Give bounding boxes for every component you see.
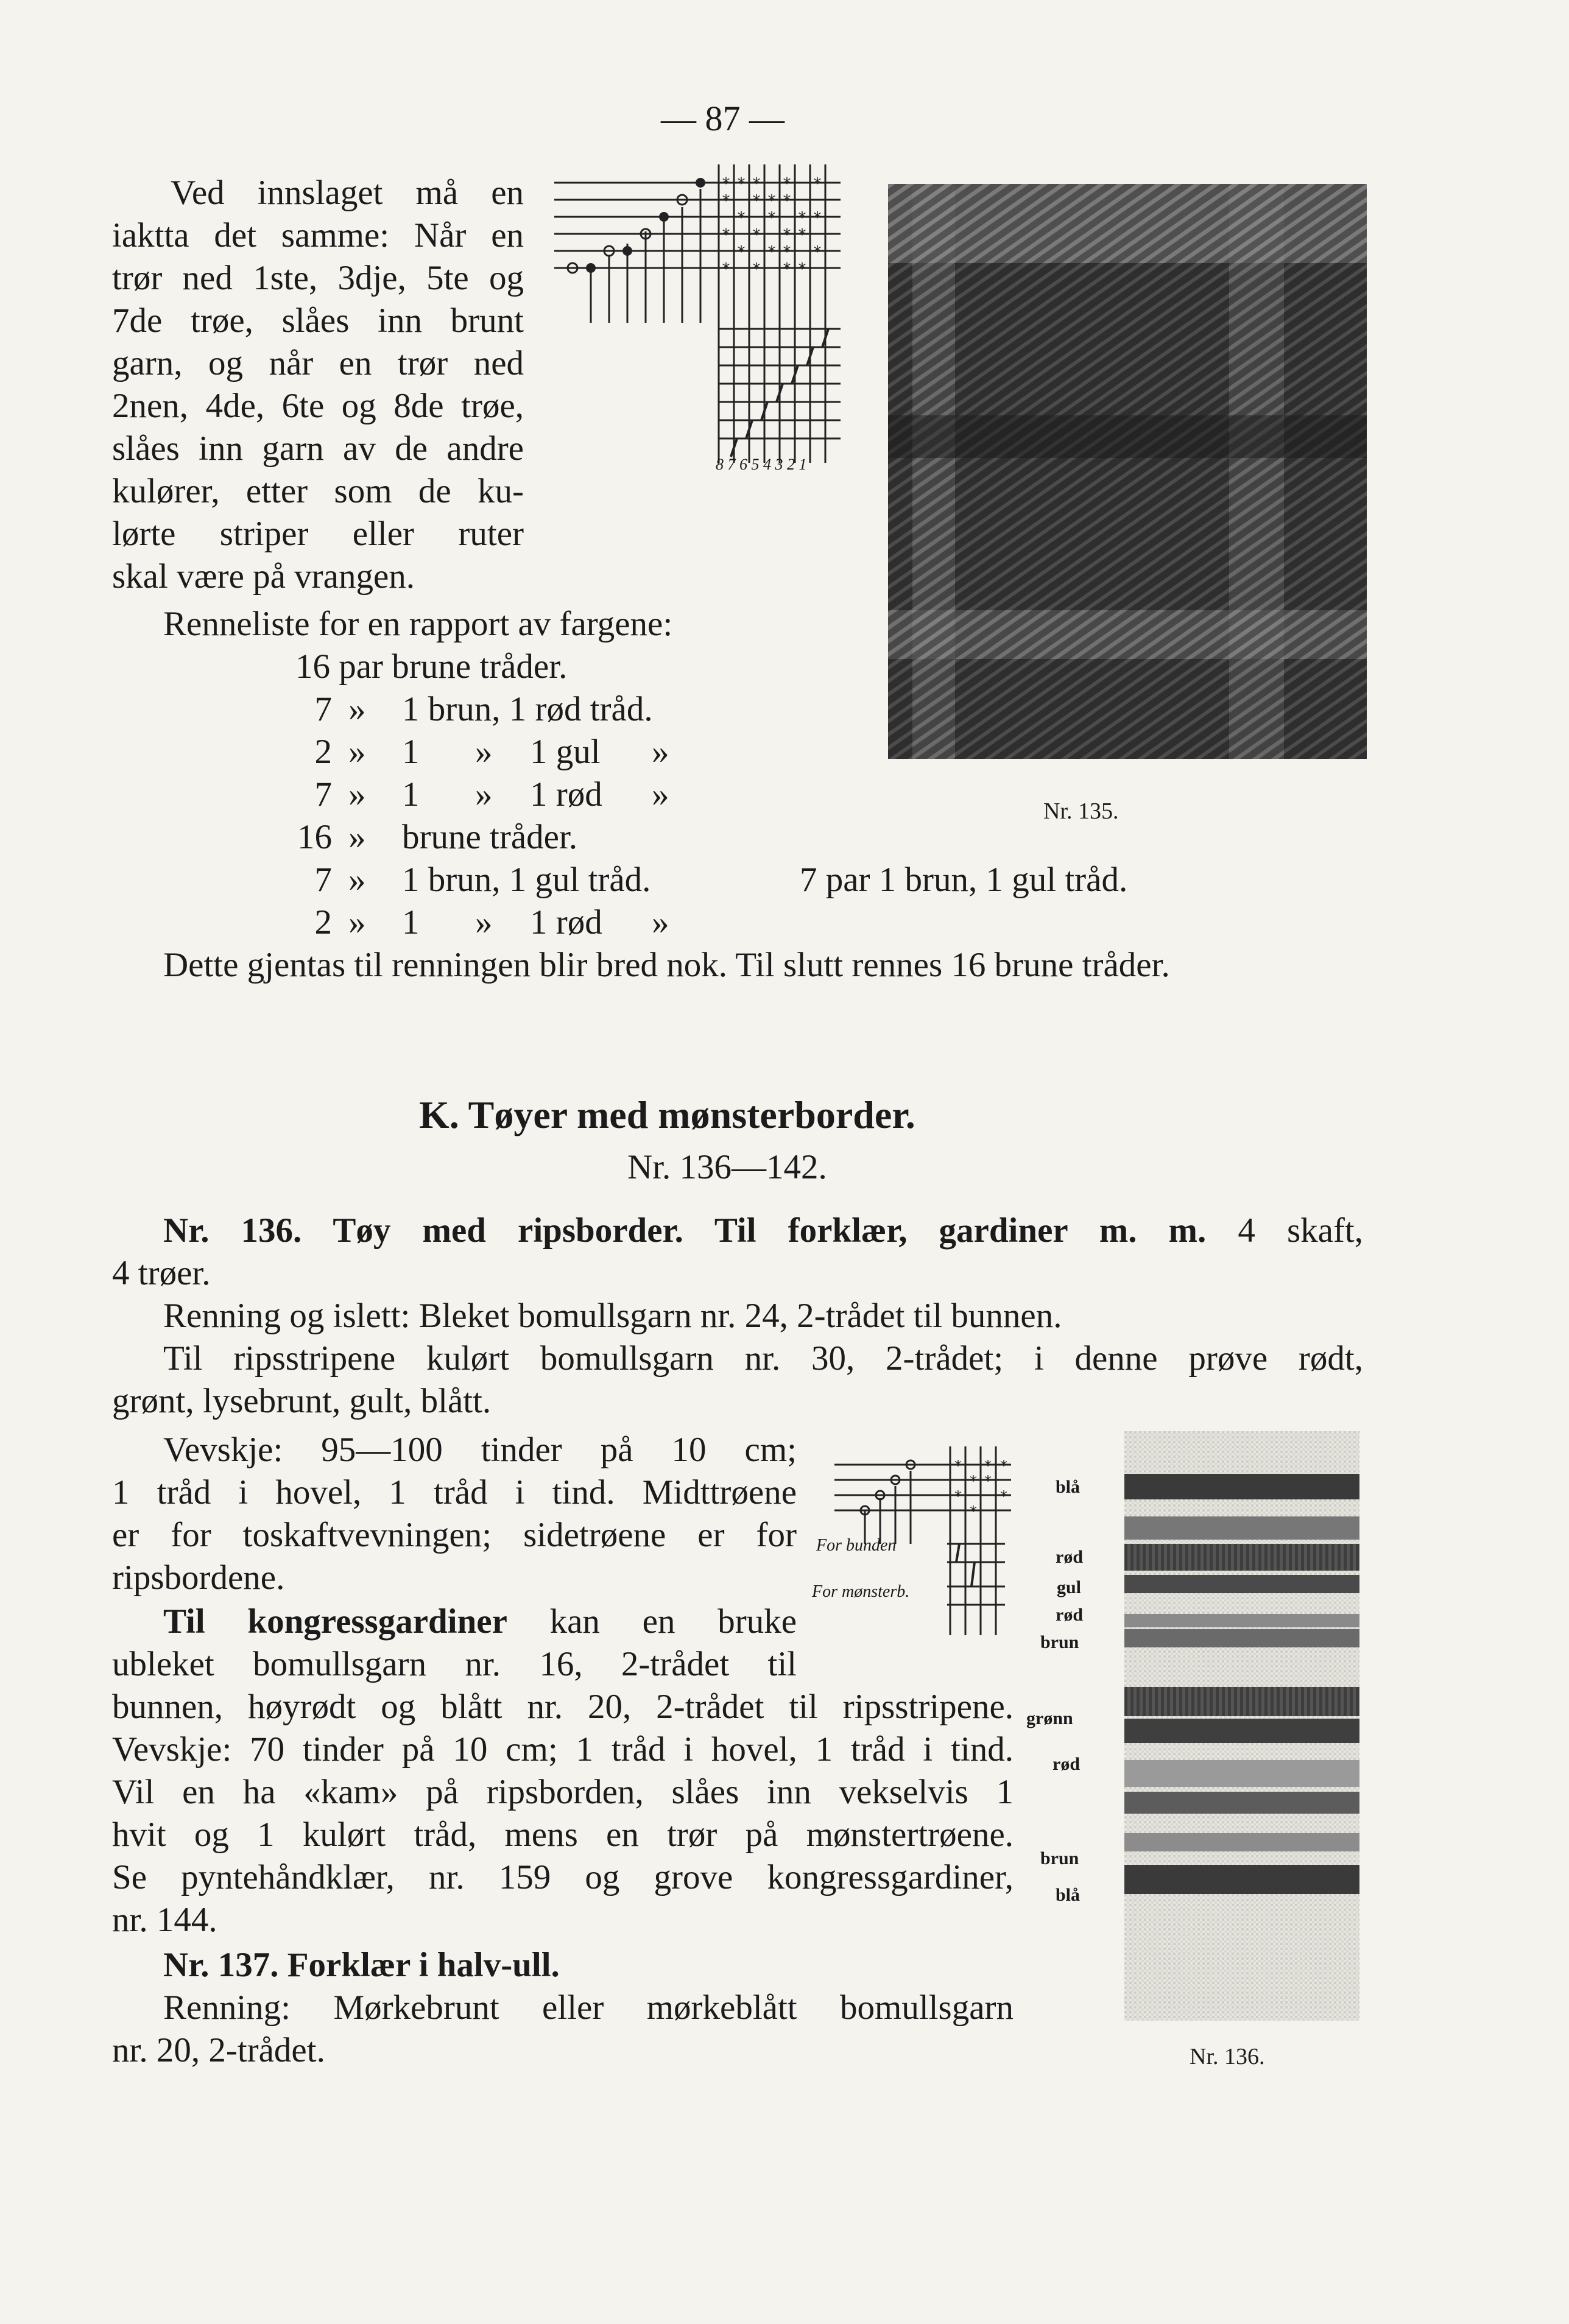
renneliste-cell-one: 1 [402,733,420,771]
renneliste-cell-rest: 1 rød [530,775,602,814]
draft-treadle-numbers: 8 7 6 5 4 3 2 1 [716,456,807,473]
text-line: Vevskje: 95—100 tinder på 10 cm; [163,1431,797,1469]
text-line: 7de trøe, slåes inn brunt [112,301,524,340]
svg-text:*: * [722,192,730,210]
renneliste-cell-end: » [652,775,669,814]
svg-text:*: * [737,243,746,261]
text-line: grønt, lysebrunt, gult, blått. [112,1382,492,1420]
svg-text:*: * [984,1457,992,1474]
text-line: lørte striper eller ruter [112,515,524,553]
page-number: — 87 — [661,99,784,138]
text-line: 4 trøer. [112,1254,211,1292]
svg-text:*: * [984,1473,992,1490]
text-line: slåes inn garn av de andre [112,429,524,468]
svg-text:*: * [783,175,791,193]
renneliste-side-note: 7 par 1 brun, 1 gul tråd. [800,861,1128,899]
kongress-first-rest: kan en bruke [549,1602,797,1641]
svg-text:*: * [752,260,761,278]
text-line: Renning og islett: Bleket bomullsgarn nr. 24, 2-trådet til bunnen. [163,1297,1062,1335]
figure-caption-135: Nr. 135. [1043,798,1119,824]
renneliste-cell-one: brune tråder. [402,818,578,856]
text-line: 2nen, 4de, 6te og 8de trøe, [112,387,524,425]
renneliste-cell-count: 7 [314,861,332,899]
text-line: skal være på vrangen. [112,557,415,596]
renneliste-cell-end: » [652,733,669,771]
svg-text:*: * [970,1473,977,1490]
fabric-photo-135 [888,184,1367,759]
draft-diagram-135 [536,152,853,493]
stripe-label: brun [1040,1632,1079,1652]
renneliste-cell-mark: » [348,818,366,856]
svg-text:*: * [752,192,761,210]
renneliste-cell-mark2: » [475,903,493,942]
svg-text:*: * [813,243,822,261]
text-line: Renning: Mørkebrunt eller mørkeblått bomullsgarn [163,1988,1014,2027]
fabric-photo-136 [1124,1431,1359,2021]
draft-label-monsterb: For mønsterb. [812,1582,910,1601]
stripe-label: rød [1056,1547,1083,1567]
svg-text:*: * [798,260,806,278]
svg-text:*: * [783,226,791,244]
renneliste-cell-count: 7 [314,775,332,814]
text-line: Vil en ha «kam» på ripsborden, slåes inn vekselvis 1 [112,1773,1014,1811]
svg-text:*: * [737,209,746,227]
svg-text:*: * [737,175,746,193]
stripe-label: brun [1040,1848,1079,1868]
text-line: 1 tråd i hovel, 1 tråd i tind. Midttrøene [112,1473,797,1512]
svg-text:*: * [970,1503,977,1520]
svg-text:*: * [783,243,791,261]
svg-text:*: * [722,175,730,193]
text-line: er for toskaftvevningen; sidetrøene er for [112,1516,797,1554]
stripe-label: rød [1056,1605,1083,1625]
section-subtitle: Nr. 136—142. [627,1148,827,1186]
text-line: ubleket bomullsgarn nr. 16, 2-trådet til [112,1645,797,1683]
svg-text:*: * [783,192,791,210]
svg-text:*: * [1000,1457,1007,1474]
renneliste-cell-count: 16 [297,818,332,856]
text-line: Til ripsstripene kulørt bomullsgarn nr. 30, 2-trådet; i denne prøve rødt, [163,1339,1363,1378]
svg-text:*: * [813,209,822,227]
renneliste-cell-mark: » [348,903,366,942]
renneliste-cell-one: 1 brun, 1 gul tråd. [402,861,651,899]
figure-caption-136: Nr. 136. [1190,2044,1265,2069]
text-line: iaktta det samme: Når en [112,216,524,255]
nr136-heading-line [163,1210,1363,1252]
svg-text:*: * [767,243,776,261]
svg-text:*: * [954,1457,962,1474]
svg-text:*: * [722,260,730,278]
text-line: nr. 20, 2-trådet. [112,2031,325,2069]
draft-label-bunden: For bunden [816,1536,897,1555]
renneliste-cell-count: 2 [314,903,332,942]
stripe-label: blå [1056,1477,1081,1497]
text-line: hvit og 1 kulørt tråd, mens en trør på mønstertrøene. [112,1815,1014,1854]
renneliste-cell-end: » [652,903,669,942]
text-line: bunnen, høyrødt og blått nr. 20, 2-trådet til ripsstripene. [112,1688,1014,1726]
renneliste-cell-rest: 1 gul [530,733,601,771]
renneliste-cell-count: 7 [314,690,332,728]
stripe-label: blå [1056,1885,1081,1905]
nr136-heading-tail: 4 skaft, [1238,1211,1363,1250]
renneliste-cell-mark: » [348,733,366,771]
text-line: Ved innslaget må en [171,174,524,212]
svg-text:*: * [767,209,776,227]
renneliste-cell-one: 1 [402,775,420,814]
svg-text:*: * [722,226,730,244]
svg-text:*: * [752,226,761,244]
nr137-heading: Nr. 137. Forklær i halv-ull. [163,1946,560,1984]
renneliste-cell-one: 1 [402,903,420,942]
stripe-label: rød [1052,1754,1080,1774]
text-line: Se pyntehåndklær, nr. 159 og grove kongressgardiner, [112,1858,1014,1896]
text-line: garn, og når en trør ned [112,344,524,382]
svg-text:*: * [813,175,822,193]
svg-text:*: * [752,175,761,193]
text-line: kulører, etter som de ku- [112,472,524,510]
repeat-line: Dette gjentas til renningen blir bred nok. Til slutt rennes 16 brune tråder. [163,946,1170,984]
svg-text:*: * [954,1488,962,1505]
renneliste-cell-mark: » [348,690,366,728]
stripe-label: grønn [1026,1708,1073,1728]
renneliste-cell-one: 1 brun, 1 rød tråd. [402,690,653,728]
nr136-heading: Nr. 136. Tøy med ripsborder. Til forklær, gardiner m. m. [163,1211,1207,1250]
kongress-first-line [163,1600,797,1643]
renneliste-title: Renneliste for en rapport av fargene: [163,605,673,643]
svg-text:*: * [798,209,806,227]
svg-text:*: * [1000,1488,1007,1505]
renneliste-cell-count: 2 [314,733,332,771]
kongress-bold: Til kongressgardiner [163,1602,507,1641]
svg-text:*: * [767,192,776,210]
renneliste-cell-rest: 1 rød [530,903,602,942]
renneliste-cell-mark2: » [475,733,493,771]
renneliste-cell-rest: 16 par brune tråder. [295,647,568,686]
text-line: ripsbordene. [112,1558,285,1597]
renneliste-cell-mark2: » [475,775,493,814]
svg-text:*: * [798,226,806,244]
stripe-label: gul [1057,1577,1082,1597]
section-title: K. Tøyer med mønsterborder. [419,1093,915,1136]
text-line: Vevskje: 70 tinder på 10 cm; 1 tråd i hovel, 1 tråd i tind. [112,1730,1014,1769]
text-line: trør ned 1ste, 3dje, 5te og [112,259,524,297]
svg-text:*: * [783,260,791,278]
renneliste-cell-mark: » [348,775,366,814]
text-line: nr. 144. [112,1901,217,1939]
renneliste-cell-mark: » [348,861,366,899]
